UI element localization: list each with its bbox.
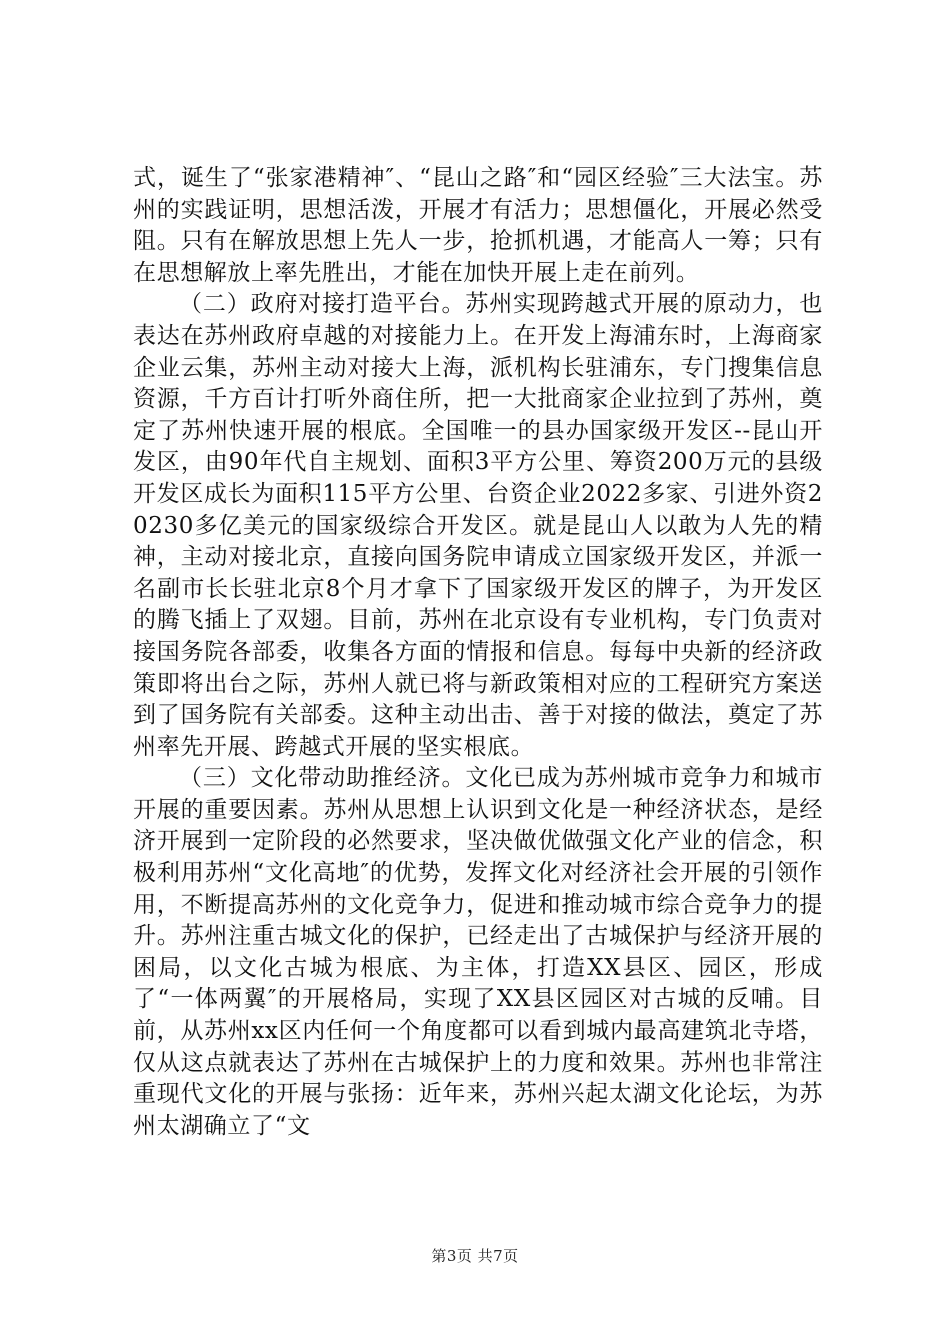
page-footer <box>0 1246 950 1266</box>
document-body <box>133 163 823 1142</box>
paragraph-continued: 式，诞生了“张家港精神″、“昆山之路″和“园区经验″三大法宝。苏州的实践证明，思想活泼，开展才有活力；思想僵化，开展必然受阻。只有在解放思想上先人一步，抢抓机遇，才能高人一筹；只有在思想解放上率先胜出，才能在加快开展上走在前列。 <box>133 165 823 286</box>
paragraph-government-docking: （二）政府对接打造平台。苏州实现跨越式开展的原动力，也表达在苏州政府卓越的对接能力上。在开发上海浦东时，上海商家企业云集，苏州主动对接大上海，派机构长驻浦东，专门搜集信息资源，千方百计打听外商住所，把一大批商家企业拉到了苏州，奠定了苏州快速开展的根底。全国唯一的县办国家级开发区--昆山开发区，由90年代自主规划、面积3平方公里、筹资200万元的县级开发区成长为面积115平方公里、台资企业2022多家、引进外资20230多亿美元的国家级综合开发区。就是昆山人以敢为人先的精神，主动对接北京，直接向国务院申请成立国家级开发区，并派一名副市长长驻北京8个月才拿下了国家级开发区的牌子，为开发区的腾飞插上了双翅。目前，苏州在北京设有专业机构，专门负责对接国务院各部委，收集各方面的情报和信息。每每中央新的经济政策即将出台之际，苏州人就已将与新政策相对应的工程研究方案送到了国务院有关部委。这种主动出击、善于对接的做法，奠定了苏州率先开展、跨越式开展的坚实根底。 <box>133 291 823 760</box>
page-number-label: 第3页 共7页 <box>431 1247 519 1265</box>
paragraph-culture-economy: （三）文化带动助推经济。文化已成为苏州城市竞争力和城市开展的重要因素。苏州从思想上认识到文化是一种经济状态，是经济开展到一定阶段的必然要求，坚决做优做强文化产业的信念，积极利用苏州“文化高地″的优势，发挥文化对经济社会开展的引领作用，不断提高苏州的文化竞争力，促进和推动城市综合竞争力的提升。苏州注重古城文化的保护，已经走出了古城保护与经济开展的困局，以文化古城为根底、为主体，打造XX县区、园区，形成了“一体两翼″的开展格局，实现了XX县区园区对古城的反哺。目前，从苏州xx区内任何一个角度都可以看到城内最高建筑北寺塔，仅从这点就表达了苏州在古城保护上的力度和效果。苏州也非常注重现代文化的开展与张扬：近年来，苏州兴起太湖文化论坛，为苏州太湖确立了“文 <box>133 765 823 1139</box>
